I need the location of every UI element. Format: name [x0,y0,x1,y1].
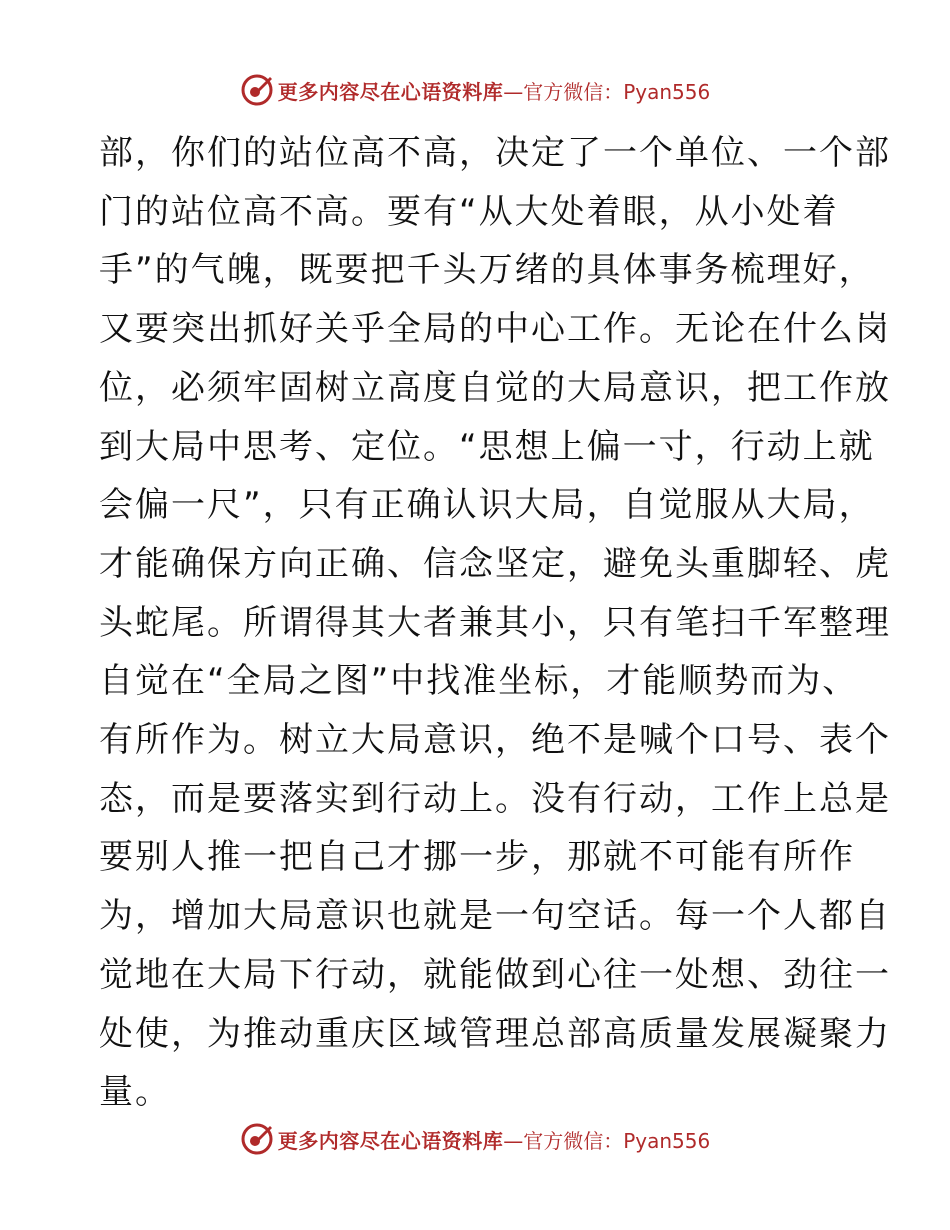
body-line: 为，增加大局意识也就是一句空话。每一个人都自 [99,896,891,937]
body-line: 手”的气魄，既要把千头万绪的具体事务梳理好， [99,250,875,291]
banner-brand: 更多内容尽在心语资料库 [277,79,504,104]
body-line: 要别人推一把自己才挪一步，那就不可能有所作 [99,837,855,878]
body-line: 头蛇尾。所谓得其大者兼其小，只有笔扫千军整理 [99,602,891,643]
body-line: 处使，为推动重庆区域管理总部高质量发展凝聚力 [99,1013,891,1054]
body-line: 位，必须牢固树立高度自觉的大局意识，把工作放 [99,367,891,408]
body-line: 部，你们的站位高不高，决定了一个单位、一个部 [99,133,891,173]
body-line: 到大局中思考、定位。“思想上偏一寸，行动上就 [99,426,875,467]
banner-brand: 更多内容尽在心语资料库 [277,1128,504,1153]
body-line: 门的站位高不高。要有“从大处着眼，从小处着 [99,191,839,232]
header-banner [0,70,950,110]
body-line: 有所作为。树立大局意识，绝不是喊个口号、表个 [99,720,891,761]
pen-nib-circle-icon [240,73,274,107]
body-line: 会偏一尺”，只有正确认识大局，自觉服从大局， [99,485,875,526]
banner-contact: —官方微信：Pyan556 [503,1128,711,1153]
banner-contact: —官方微信：Pyan556 [503,79,711,104]
body-line: 才能确保方向正确、信念坚定，避免头重脚轻、虎 [99,543,891,584]
footer-banner [0,1119,950,1159]
document-body [99,124,891,1122]
body-line: 觉地在大局下行动，就能做到心往一处想、劲往一 [99,954,891,995]
body-line: 量。 [99,1072,171,1113]
body-line: 态，而是要落实到行动上。没有行动，工作上总是 [99,778,891,819]
body-line: 又要突出抓好关乎全局的中心工作。无论在什么岗 [99,309,891,350]
pen-nib-circle-icon [240,1122,274,1156]
body-line: 自觉在“全局之图”中找准坐标，才能顺势而为、 [99,661,859,702]
